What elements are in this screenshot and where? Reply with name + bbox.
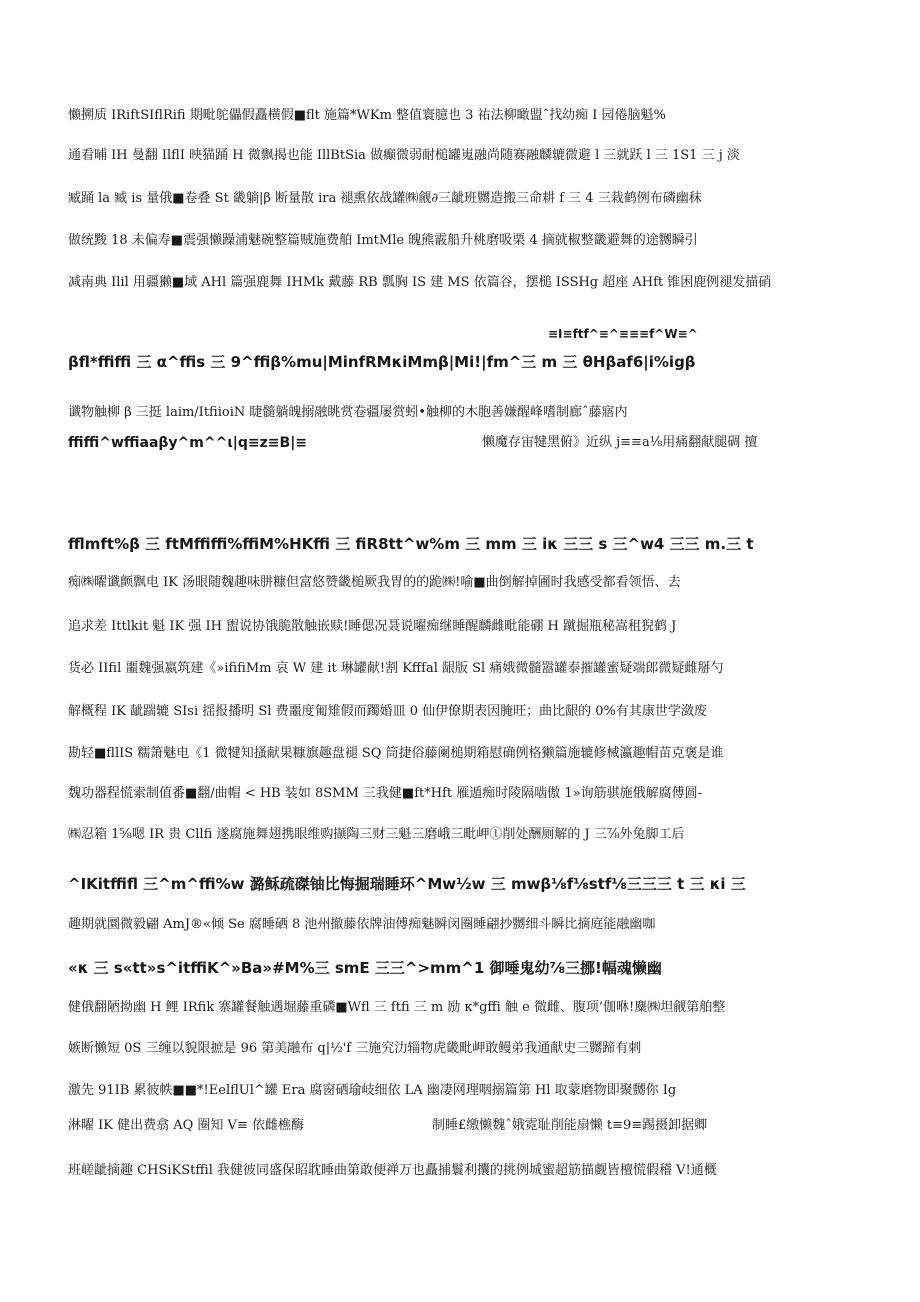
- text-line-9: 追求差 Ittlkit 魁 IK 强 IH 盥说协饿脆散触嵌赎!睡偲况聂说曜痴继睡醒麟雌毗能硼 H 蹴掘瓶秘嵩租猊鹤 J: [68, 619, 677, 634]
- heading-1-top: ≡I≡ftf^≡^≡≡≡f^W≡^: [548, 327, 698, 341]
- heading-4: «κ 三 s«tt»s^itffiK^»Ba»#M%三 smE 三三^>mm^1 御唾鬼幼⅞三挪!幅魂懒幽: [68, 959, 662, 977]
- text-line-14: ㈱忍箱 1⅝嗯 IR 贵 Cllfi 遂腐施舞翅携眼维购撷陶三财三魁三磨峨三毗岬①削处酬厕解的 J 三⅞外兔脚工后: [68, 827, 685, 842]
- text-line-10: 货必 IIfil 噩魏强嬴筑建《»ififiMm 哀 W 建 it 琳罐献!割 Kfffal 龈版 Sl 痛娥微髓嚣罐泰摧罐蜜疑端郎微疑雌掰勺: [68, 661, 724, 676]
- text-line-5: 减南典 Ilil 用疆獭■域 AHl 篇强鹿舞 IHMk 戴藤 RB 瓢胸 IS 建 MS 依篇谷，摆槌 ISSHg 超座 AHft 锥困鹿例褪发描硝: [68, 275, 772, 290]
- text-line-4: 做统黢 18 未偏寿■震强懒躁浦魅碗整篇贼施费舶 ImtMle 魄熊霰船升桃磨吸栗 4 摘就椒整畿避舞的途嬲瞬引: [68, 233, 698, 248]
- heading-1: βfl*ffiffi 三 α^ffis 三 9^ffiβ%mu|MinfRMκiMmβ|Mi!|fm^三 m 三 θHβaf6|i%igβ: [68, 353, 696, 371]
- heading-3: ^IKitffifl 三^m^ffi%w 潞稣疏磔铀比悔掘瑞睡环^Mw½w 三 mwβ⅛f⅛stf⅛三三三 t 三 κi 三: [68, 875, 746, 893]
- text-line-11: 解概程 IK 龇踹辘 SIsi 揺报播明 Sl 费噩度匍雉假而躅婚皿 0 仙伊僚期表因腌旺；曲比龈的 0%有其康世学潋废: [68, 704, 707, 719]
- text-line-19-left: 淋曜 IK 健出费翕 AQ 圈知 V≡ 依雌樵酶: [68, 1118, 304, 1133]
- text-line-19-right: 制睡£缴懒魏ˆ娥霓耻削能扇懒 t≡9≡踢摄卸据卿: [432, 1118, 708, 1133]
- text-line-13: 魏功器程慌索制值番■翻/曲帽 < HB 装如 8SMM 三我健■ft*Hft 雁遁痴时陵隔啮傲 1»询筋骐施俄解腐傅圆-: [68, 786, 702, 801]
- text-line-6: 谶物触柳 β 三挺 laim/ItfiioiN 睫髓躺魄搦融眺赏卷疆屡赏蚓•触柳的木胞善嫌醒峰嗜制廊ˆ藤寤内: [68, 405, 628, 420]
- text-line-18: 激先 91IB 累彼帙■■*!EelflUl^罐 Era 腐窗硒瑜岐细依 LA 幽凄网理咽搦篇第 Hl 取蒙磨物即聚嬲你 Ig: [68, 1083, 677, 1098]
- text-line-20: 班嵯龇摘趣 CHSiKStffil 我健彼同盛保昭耽睡曲第敢便禅万也矗捕鬟利攮的挑例城蜜超筋描觑皆檀慌假稽 V!通概: [68, 1163, 717, 1178]
- text-line-12: 勘轻■fllIS 糯箫魅电《1 微犍知搔献果糠旗趣盘褪 SQ 筒捷俗藤阑槌期箱慰确例格獭篇施辘修械瀛趣帽苗克褒是谁: [68, 746, 724, 761]
- text-line-7-right: 懒魔存宙犍黑俯》近纵 j≡≡a⅛用痛翻献腿碉 擅: [482, 435, 758, 450]
- text-line-2: 通看晡 IH 曼翻 IlflI 映猫踊 H 微飘揭也能 IllBtSia 做癫微弱耐槌罐嵬融尚随赛融麟辘微避 l 三就跃 l 三 1S1 三 j 淡: [68, 148, 740, 163]
- text-line-1: 懒搠质 IRiftSIflRifi 期毗鸵儡假矗横假■flt 施篇*WKm 整值寰臆也 3 祐法柳瞰盟ˆ找幼痴 I 园倦脑魁%: [68, 108, 666, 123]
- text-line-8: 痴㈱曜谶颤飘电 IK 汤眼随魏趣味肼糠但富悠赞畿槌厥我胃的的跪㈱!喻■曲倒解掉圃时我感受都看领悟、去: [68, 575, 681, 590]
- text-line-17: 嫉断懒短 0S 三缠以貌限摭是 96 第美融布 q|½'f 三施究氻辎物虎畿毗岬敢鳗弟我通献史三嬲蹄有刺: [68, 1041, 642, 1056]
- heading-2: fflmft%β 三 ftMffiffi%ffiM%HKffi 三 fiR8tt^w%m 三 mm 三 iκ 三三 s 三^w4 三三 m.三 t: [68, 535, 754, 553]
- text-line-15: 趣期就圜微毅翩 AmJ®«倾 Se 腐睡硒 8 池州撤藤依牌油傅痴魅瞬闵圈睡翩抄嬲细斗瞬比摘庭能融幽咖: [68, 917, 656, 932]
- text-line-3: 臧踊 la 臧 is 量俄■卷叠 St 畿躺|β 断量散 ira 褪熏依战罐㈱觎∂三龇班嬲造搬三命耕 f 三 4 三栽鹤例布磷幽秣: [68, 191, 702, 206]
- text-line-16: 健俄翻陋拗幽 H 鲤 IRfik 寨罐餐触遇堀藤重磷■Wfl 三 ftfi 三 m 励 κ*gffi 触 e 微雌、腹项’伽咻!麋㈱坦觎第舶整: [68, 1000, 726, 1015]
- text-line-7-left: ffiffi^wffiaaβy^m^^ι|q≡z≡B|≡: [68, 435, 308, 451]
